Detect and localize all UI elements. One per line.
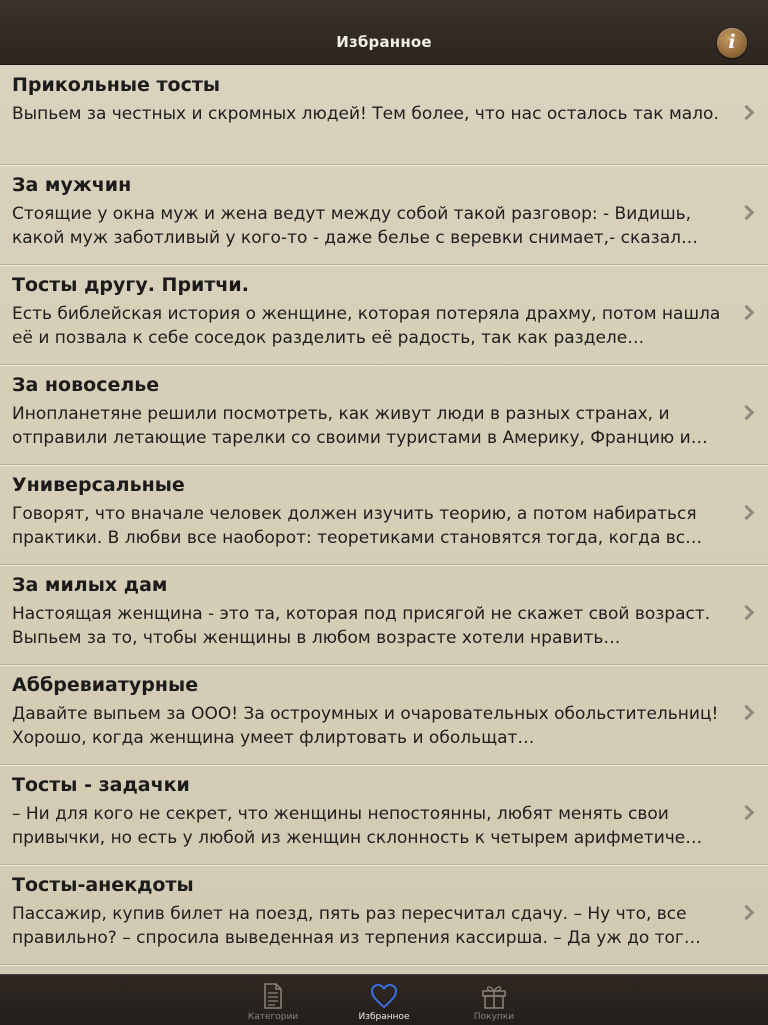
list-item[interactable] <box>0 865 768 965</box>
tab-favorites[interactable] <box>329 975 439 1025</box>
chevron-right-icon <box>739 605 755 621</box>
list-item-title: За милых дам <box>12 574 168 596</box>
chevron-right-icon <box>739 505 755 521</box>
heart-icon <box>329 983 439 1011</box>
list-item-title: Тосты другу. Притчи. <box>12 274 249 296</box>
list-item[interactable] <box>0 65 768 165</box>
list-item-title: За новоселье <box>12 374 160 396</box>
page-title: Избранное <box>336 33 432 51</box>
list-item-text: Есть библейская история о женщине, которая потеряла драхму, потом нашла её и позвала к себе соседок разделить её радость, так как разделе… <box>12 304 721 348</box>
list-item-title: Универсальные <box>12 474 185 496</box>
list-item-text: Говорят, что вначале человек должен изучить теорию, а потом набираться практики. В любви все наоборот: теоретиками становятся тогда, когда вс… <box>12 504 703 548</box>
info-button[interactable] <box>717 28 747 58</box>
list-item-text: Пассажир, купив билет на поезд, пять раз пересчитал сдачу. – Ну что, все правильно? – спросила выведенная из терпения кассирша. – Да уж до тог… <box>12 904 701 948</box>
list-item-title: За мужчин <box>12 174 132 196</box>
list-item[interactable] <box>0 265 768 365</box>
tab-bar <box>0 974 768 1025</box>
tab-purchases[interactable] <box>439 975 549 1025</box>
list-item[interactable] <box>0 665 768 765</box>
gift-icon <box>439 983 549 1011</box>
list-item-text: Настоящая женщина - это та, которая под присягой не скажет свой возраст. Выпьем за то, чтобы женщины в любом возрасте хотели нравить… <box>12 604 711 648</box>
list-item-text: Давайте выпьем за ООО! За остроумных и очаровательных обольстительниц! Хорошо, когда женщина умеет флиртовать и обольщат… <box>12 704 719 748</box>
list-item-text: – Ни для кого не секрет, что женщины непостоянны, любят менять свои привычки, но есть у любой из женщин склонность к четырем арифметиче… <box>12 804 703 848</box>
list-item-title: Тосты-анекдоты <box>12 874 194 896</box>
chevron-right-icon <box>739 305 755 321</box>
list-item-text: Стоящие у окна муж и жена ведут между собой такой разговор: - Видишь, какой муж заботливый у кого-то - даже белье с веревки снимает,- сказал… <box>12 204 698 248</box>
list-item[interactable] <box>0 165 768 265</box>
tab-label: Категории <box>247 1012 299 1022</box>
tab-label: Избранное <box>358 1012 410 1022</box>
list-item[interactable] <box>0 565 768 665</box>
list-item[interactable] <box>0 365 768 465</box>
list-item-text: Инопланетяне решили посмотреть, как живут люди в разных странах, и отправили летающие тарелки со своими туристами в Америку, Францию и… <box>12 404 708 448</box>
list-item-title: Тосты - задачки <box>12 774 190 796</box>
list-item-text: Выпьем за честных и скромных людей! Тем более, что нас осталось так мало. <box>12 104 719 124</box>
list-item-title: Прикольные тосты <box>12 74 221 96</box>
chevron-right-icon <box>739 205 755 221</box>
chevron-right-icon <box>739 705 755 721</box>
list-item[interactable] <box>0 765 768 865</box>
info-icon: i <box>728 31 736 53</box>
chevron-right-icon <box>739 405 755 421</box>
favorites-list[interactable] <box>0 65 768 974</box>
navigation-bar <box>0 0 768 65</box>
chevron-right-icon <box>739 805 755 821</box>
tab-label: Покупки <box>473 1012 515 1022</box>
list-item-title: Аббревиатурные <box>12 674 199 696</box>
chevron-right-icon <box>739 905 755 921</box>
document-icon <box>218 983 328 1011</box>
chevron-right-icon <box>739 105 755 121</box>
tab-categories[interactable] <box>218 975 328 1025</box>
list-item[interactable] <box>0 465 768 565</box>
